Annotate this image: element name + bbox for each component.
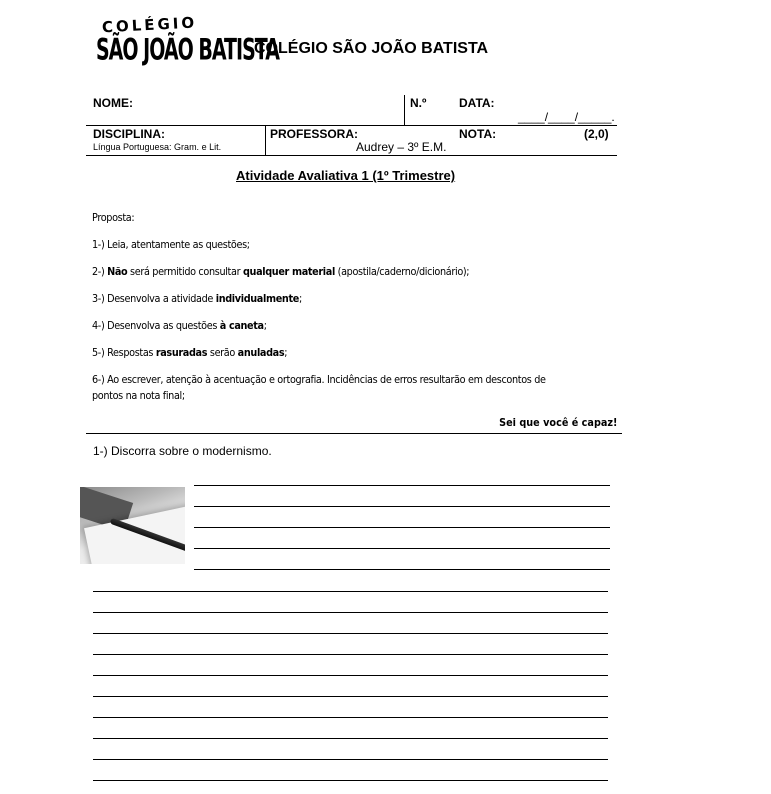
- instruction-item: 3-) Desenvolva a atividade individualmente;: [92, 292, 302, 305]
- data-blank: ____/____/_____.: [518, 110, 615, 124]
- divider: [86, 125, 617, 126]
- instruction-item: 2-) Não será permitido consultar qualquer material (apostila/caderno/dicionário);: [92, 265, 470, 278]
- instruction-item: 5-) Respostas rasuradas serão anuladas;: [92, 346, 288, 359]
- nome-label: NOME:: [93, 96, 133, 110]
- answer-line[interactable]: [93, 696, 608, 697]
- divider: [86, 433, 622, 434]
- professora-value: Audrey – 3º E.M.: [356, 140, 447, 154]
- divider: [404, 95, 405, 126]
- answer-line[interactable]: [93, 759, 608, 760]
- pen-on-paper-icon: [80, 487, 185, 564]
- answer-line[interactable]: [93, 591, 608, 592]
- numero-label: N.º: [410, 96, 427, 110]
- disciplina-value: Língua Portuguesa: Gram. e Lit.: [93, 142, 222, 152]
- instruction-item: 6-) Ao escrever, atenção à acentuação e ortografia. Incidências de erros resultarão em descontos de: [92, 373, 546, 386]
- activity-title: Atividade Avaliativa 1 (1º Trimestre): [236, 168, 456, 183]
- answer-line[interactable]: [93, 780, 608, 781]
- answer-line[interactable]: [194, 569, 610, 570]
- data-label: DATA:: [459, 96, 495, 110]
- answer-line[interactable]: [93, 738, 608, 739]
- answer-line[interactable]: [93, 633, 608, 634]
- school-logo: [96, 13, 279, 74]
- question-1: 1-) Discorra sobre o modernismo.: [93, 444, 272, 458]
- answer-line[interactable]: [93, 612, 608, 613]
- instruction-item: 4-) Desenvolva as questões à caneta;: [92, 319, 267, 332]
- professora-label: PROFESSORA:: [270, 127, 359, 141]
- disciplina-label: DISCIPLINA:: [93, 127, 165, 141]
- divider: [86, 155, 617, 156]
- answer-line[interactable]: [194, 485, 610, 486]
- divider: [265, 126, 266, 155]
- answer-line[interactable]: [93, 717, 608, 718]
- instructions-heading: Proposta:: [92, 211, 135, 224]
- answer-line[interactable]: [194, 548, 610, 549]
- nota-label: NOTA:: [459, 127, 497, 141]
- nota-value: (2,0): [584, 127, 609, 141]
- answer-line[interactable]: [194, 506, 610, 507]
- logo-arc-text: COLÉGIO: [101, 13, 198, 37]
- answer-line[interactable]: [93, 654, 608, 655]
- answer-line[interactable]: [93, 675, 608, 676]
- answer-line[interactable]: [194, 527, 610, 528]
- motto: Sei que você é capaz!: [498, 416, 617, 429]
- logo-main-text: SÃO JOÃO BATISTA: [96, 32, 279, 67]
- school-name: COLÉGIO SÃO JOÃO BATISTA: [254, 40, 489, 57]
- instruction-item: 1-) Leia, atentamente as questões;: [92, 238, 250, 251]
- instruction-item: pontos na nota final;: [92, 389, 185, 402]
